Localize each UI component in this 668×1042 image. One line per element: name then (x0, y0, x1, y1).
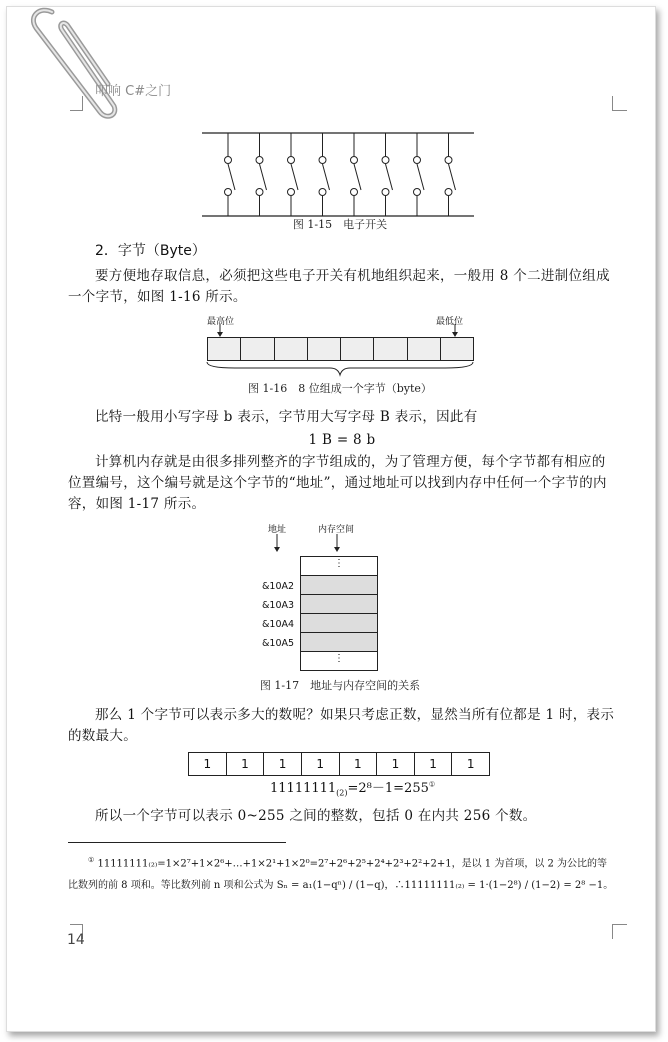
bit-cell (241, 338, 274, 360)
paragraph: 要方便地存取信息，必须把这些电子开关有机地组织起来，一般用 8 个二进制位组成一个字节，如图 1-16 所示。 (68, 268, 610, 305)
ones-row (188, 752, 490, 776)
bit-cell (374, 338, 407, 360)
label-high: 最高位 (207, 317, 235, 327)
memory-ellipsis: ⋮ (301, 557, 377, 576)
figure-caption: 图 1-16 8 位组成一个字节（byte） (248, 382, 432, 395)
switch (414, 133, 425, 216)
memory-cell (301, 633, 377, 652)
formula-max (270, 777, 435, 798)
memory-cell (301, 614, 377, 633)
crop-mark (612, 96, 627, 111)
switch (225, 133, 236, 216)
memory-cell (301, 595, 377, 614)
paragraph: 那么 1 个字节可以表示多大的数呢？如果只考虑正数，显然当所有位都是 1 时，表示的数最大。 (68, 707, 615, 744)
section-title: 2．字节（Byte） (95, 243, 206, 259)
address-label: &10A4 (262, 619, 295, 630)
paragraph: 所以一个字节可以表示 0~255 之间的整数，包括 0 在内共 256 个数。 (95, 808, 537, 824)
memory-cell (301, 576, 377, 595)
bit-cell (408, 338, 441, 360)
switch (256, 133, 267, 216)
address-label: &10A5 (262, 638, 295, 649)
bit-one: 1 (189, 753, 227, 775)
paperclip-icon (22, 4, 122, 122)
paragraph: 计算机内存就是由很多排列整齐的字节组成的，为了管理方便，每个字节都有相应的位置编号，这个编号就是这个字节的“地址”，通过地址可以找到内存中任何一个字节的内容，如图 1-17 所示。 (68, 454, 607, 512)
footnote-line: 比数列的前 8 项和。等比数列前 n 项和公式为 Sₙ = a₁(1−qⁿ) / (1−q)，∴11111111₍₂₎ = 1·(1−2⁸) / (1−2) = 2⁸ −1。 (68, 880, 614, 891)
crop-mark (612, 924, 627, 939)
switch (445, 133, 456, 216)
bit-one: 1 (415, 753, 453, 775)
bit-one: 1 (466, 757, 475, 771)
arrow-down-icon (332, 534, 342, 554)
switch (351, 133, 362, 216)
paragraph: 比特一般用小写字母 b 表示，字节用大写字母 B 表示，因此有 (95, 409, 478, 425)
switch-diagram (200, 130, 476, 220)
byte-cells (207, 337, 474, 361)
brace-icon (205, 361, 475, 377)
formula-sub: (2) (336, 788, 348, 798)
switch (382, 133, 393, 216)
figure-caption: 图 1-17 地址与内存空间的关系 (259, 679, 421, 692)
address-label: &10A2 (262, 581, 295, 592)
label-low: 最低位 (436, 317, 464, 327)
bit-one: 1 (340, 753, 378, 775)
formula-base: 11111111 (270, 781, 337, 796)
footnote-ref: ① (428, 780, 436, 789)
switch (319, 133, 330, 216)
footnote-mark: ① (88, 856, 95, 864)
bit-one: 1 (302, 753, 340, 775)
figure-caption: 图 1-15 电子开关 (292, 218, 388, 231)
arrow-down-icon (450, 324, 460, 338)
label-memory: 内存空间 (318, 525, 355, 535)
bit-cell (275, 338, 308, 360)
bit-one: 1 (264, 753, 302, 775)
bit-one: 1 (377, 753, 415, 775)
page-number: 14 (67, 932, 85, 948)
formula-rest: =2⁸－1=255 (347, 781, 429, 796)
footnote-divider (68, 842, 286, 843)
bit-cell (341, 338, 374, 360)
bit-cell (308, 338, 341, 360)
switch (288, 133, 299, 216)
formula: 1 B = 8 b (308, 432, 376, 448)
bit-cell (441, 338, 473, 360)
memory-ellipsis: ⋮ (301, 652, 377, 670)
arrow-down-icon (272, 534, 282, 554)
bit-one: 1 (227, 753, 265, 775)
memory-block (300, 556, 378, 671)
bit-cell (208, 338, 241, 360)
header-title: 叩响 C#之门 (95, 84, 172, 99)
arrow-down-icon (215, 324, 225, 338)
address-label: &10A3 (262, 600, 295, 611)
footnote-text: 11111111₍₂₎=1×2⁷+1×2⁶+…+1×2¹+1×2⁰=2⁷+2⁶+2⁵+2⁴+2³+2²+2+1，是以 1 为首项，以 2 为公比的等 (97, 858, 608, 870)
label-address: 地址 (268, 525, 287, 535)
